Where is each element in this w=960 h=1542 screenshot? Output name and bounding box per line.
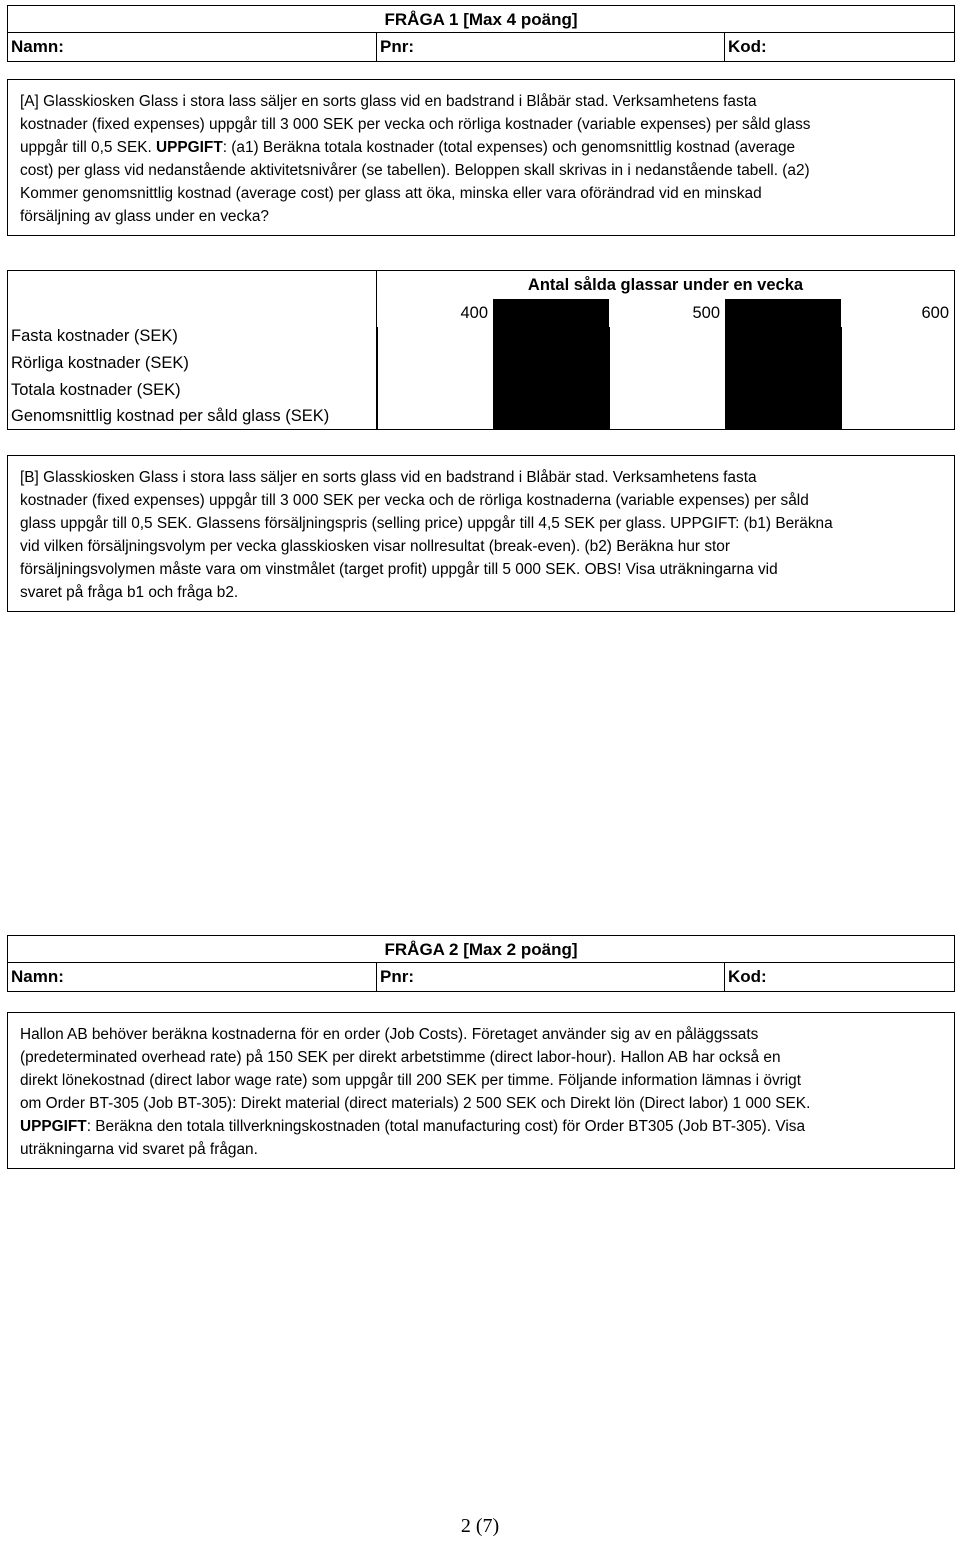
question-1-title: FRÅGA 1 [Max 4 poäng] <box>8 6 954 33</box>
q2-line: UPPGIFT: Beräkna den totala tillverkningskostnaden (total manufacturing cost) för Order BT305 (Job BT-305). Visa <box>20 1118 806 1135</box>
row-labels <box>8 271 377 429</box>
question-1-header <box>7 5 955 62</box>
question-2-title: FRÅGA 2 [Max 2 poäng] <box>8 936 954 963</box>
part-b-line: [B] Glasskiosken Glass i stora lass säljer en sorts glass vid en badstrand i Blåbär stad. Verksamhetens fasta <box>20 469 757 486</box>
page-number: 2 (7) <box>460 1515 500 1537</box>
part-a-line: [A] Glasskiosken Glass i stora lass säljer en sorts glass vid en badstrand i Blåbär stad. Verksamhetens fasta <box>20 93 757 110</box>
q2-line: (predeterminated overhead rate) på 150 SEK per direkt arbetstimme (direct labor-hour). Hallon AB har också en <box>20 1049 781 1066</box>
kod-field[interactable]: Kod: <box>728 967 767 986</box>
part-a-line: kostnader (fixed expenses) uppgår till 3 000 SEK per vecka och rörliga kostnader (variable expenses) per såld glass <box>20 116 811 133</box>
q2-line: uträkningarna vid svaret på frågan. <box>20 1141 258 1158</box>
namn-field[interactable]: Namn: <box>8 963 377 991</box>
part-b-line: kostnader (fixed expenses) uppgår till 3 000 SEK per vecka och de rörliga kostnaderna (variable expenses) per såld <box>20 492 809 509</box>
part-a-line: Kommer genomsnittlig kostnad (average cost) per glass att öka, minska eller vara oförändrad vid en minskad <box>20 185 762 202</box>
part-a-line: uppgår till 0,5 SEK. UPPGIFT: (a1) Beräkna totala kostnader (total expenses) och genomsnittlig kostnad (average <box>20 139 796 156</box>
kod-field[interactable]: Kod: <box>728 37 767 56</box>
row-label-genomsnitt: Genomsnittlig kostnad per såld glass (SEK) <box>11 407 330 425</box>
row-label-fasta: Fasta kostnader (SEK) <box>11 327 178 345</box>
part-b-line: glass uppgår till 0,5 SEK. Glassens försäljningspris (selling price) uppgår till 4,5 SEK per glass. UPPGIFT: (b1) Beräkna <box>20 515 833 532</box>
part-b-text <box>7 455 955 612</box>
cost-table <box>7 270 955 430</box>
col-header-500: 500 <box>609 299 725 327</box>
part-a-line: försäljning av glass under en vecka? <box>20 208 269 225</box>
q2-line: om Order BT-305 (Job BT-305): Direkt material (direct materials) 2 500 SEK och Direkt lön (Direct labor) 1 000 SEK. <box>20 1095 811 1112</box>
q2-line: direkt lönekostnad (direct labor wage rate) som uppgår till 200 SEK per timme. Följande information lämnas i övrigt <box>20 1072 802 1089</box>
part-a-text <box>7 79 955 236</box>
question-2-header <box>7 935 955 992</box>
col-blank-1 <box>493 299 609 429</box>
namn-field[interactable]: Namn: <box>8 33 377 61</box>
col-header-400: 400 <box>377 299 493 327</box>
part-b-line: försäljningsvolymen måste vara om vinstmålet (target profit) uppgår till 5 000 SEK. OBS! Visa uträkningarna vid <box>20 561 778 578</box>
col-header-600: 600 <box>841 299 954 327</box>
q2-line: Hallon AB behöver beräkna kostnaderna för en order (Job Costs). Företaget använder sig av en påläggssats <box>20 1026 759 1043</box>
part-a-line: cost) per glass vid nedanstående aktivitetsnivårer (se tabellen). Beloppen skall skrivas in i nedanstående tabell. (a2) <box>20 162 810 179</box>
question-2-text <box>7 1012 955 1169</box>
pnr-field[interactable]: Pnr: <box>377 963 725 991</box>
col-blank-2 <box>725 299 841 429</box>
row-label-rorliga: Rörliga kostnader (SEK) <box>11 354 189 372</box>
part-b-line: svaret på fråga b1 och fråga b2. <box>20 584 239 601</box>
pnr-field[interactable]: Pnr: <box>377 33 725 61</box>
part-b-line: vid vilken försäljningsvolym per vecka glasskiosken visar nollresultat (break-even). (b2) Beräkna hur stor <box>20 538 730 555</box>
table-heading: Antal sålda glassar under en vecka <box>377 271 954 300</box>
row-label-totala: Totala kostnader (SEK) <box>11 381 181 399</box>
